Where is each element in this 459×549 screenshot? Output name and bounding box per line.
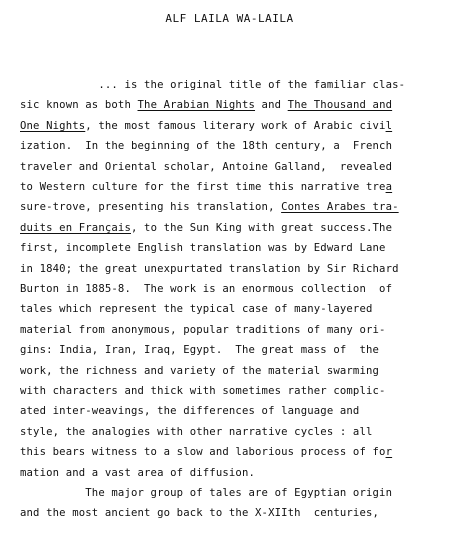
text-line: [20, 466, 255, 480]
text-segment: ization. In the beginning of the 18th century, a French: [20, 140, 393, 153]
text-segment: this bears witness to a slow and laborious process of fo: [20, 446, 386, 459]
text-line: [20, 262, 399, 276]
text-line: [20, 200, 399, 214]
text-segment: gins: India, Iran, Iraq, Egypt. The great mass of the: [20, 344, 380, 357]
text-segment: The major group of tales are of Egyptian origin: [20, 487, 393, 499]
text-segment: and the most ancient go back to the X-XIIth centuries,: [20, 507, 380, 520]
underlined-text: r: [385, 446, 393, 459]
text-segment: ated inter-weavings, the differences of language and: [20, 405, 360, 418]
text-line: [20, 180, 392, 194]
text-line: [20, 241, 386, 255]
text-segment: style, the analogies with other narrative cycles : all: [20, 425, 373, 438]
text-segment: ... is the original title of the familiar clas-: [20, 79, 406, 91]
text-line: [20, 384, 386, 398]
text-line: [20, 425, 373, 439]
text-line: [20, 486, 392, 500]
text-segment: and: [255, 99, 288, 112]
text-line: [20, 160, 392, 174]
text-segment: material from anonymous, popular traditions of many ori-: [20, 323, 386, 336]
underlined-text: The Arabian Nights: [137, 99, 256, 112]
document-title: ALF LAILA WA-LAILA: [165, 12, 294, 25]
text-segment: Burton in 1885-8. The work is an enormous collection of: [20, 283, 393, 295]
text-line: [20, 364, 379, 378]
text-segment: to Western culture for the first time this narrative tre: [20, 181, 386, 193]
underlined-text: The Thousand and: [287, 99, 393, 112]
text-segment: tales which represent the typical case of many-layered: [20, 303, 373, 316]
text-segment: sic known as both: [20, 99, 138, 112]
text-segment: sure-trove, presenting his translation,: [20, 201, 282, 214]
underlined-text: l: [385, 119, 393, 132]
text-segment: mation and a vast area of diffusion.: [20, 466, 256, 479]
underlined-text: One Nights: [20, 119, 86, 132]
text-segment: first, incomplete English translation was by Edward Lane: [20, 242, 386, 255]
text-line: [20, 78, 405, 92]
text-segment: in 1840; the great unexpurtated translation by Sir Richard: [20, 262, 399, 275]
text-line: [20, 119, 392, 133]
text-line: [20, 282, 392, 296]
underlined-text: a: [385, 181, 393, 193]
text-segment: with characters and thick with sometimes rather complic-: [20, 385, 386, 397]
text-segment: , to the Sun King with great success.The: [130, 221, 393, 234]
text-line: [20, 343, 379, 357]
underlined-text: Contes Arabes tra-: [281, 201, 399, 214]
text-line: [20, 445, 392, 459]
text-line: [20, 404, 359, 418]
text-line: [20, 139, 392, 153]
text-line: [20, 506, 379, 520]
text-segment: work, the richness and variety of the material swarming: [20, 364, 380, 377]
text-line: [20, 323, 386, 337]
text-segment: , the most famous literary work of Arabic civi: [85, 119, 386, 132]
text-line: [20, 221, 392, 235]
text-line: [20, 98, 392, 112]
text-segment: traveler and Oriental scholar, Antoine Galland, revealed: [20, 160, 393, 173]
underlined-text: duits en Français: [20, 221, 131, 234]
text-line: [20, 302, 373, 316]
